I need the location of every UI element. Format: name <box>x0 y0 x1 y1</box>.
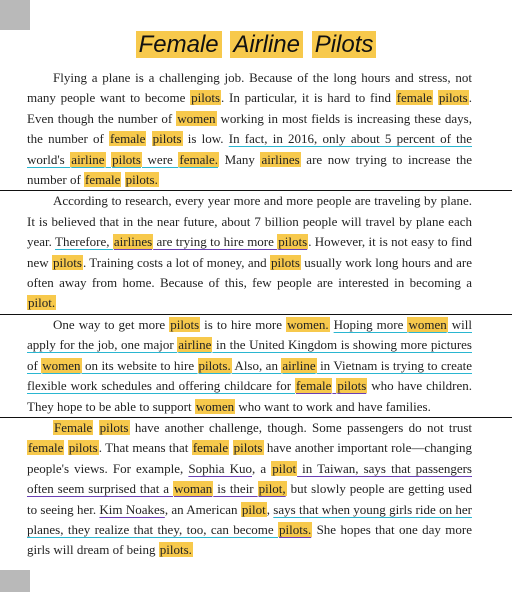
text-run: , a <box>252 460 272 476</box>
text-run: . Training costs a lot of money, and <box>82 254 271 270</box>
text-run <box>146 131 151 146</box>
highlighted-keyword: pilot <box>241 501 266 517</box>
highlighted-keyword: airline <box>178 337 212 353</box>
underlined-text: will apply for the job, one major <box>27 316 472 353</box>
title-word: Airline <box>230 31 303 58</box>
text-run: One way to get more <box>53 316 170 332</box>
highlighted-keyword: pilots <box>68 440 98 456</box>
highlighted-keyword: woman <box>174 481 213 497</box>
highlighted-keyword: pilot. <box>28 295 56 311</box>
underlined-text: are trying to hire more <box>153 234 278 250</box>
highlighted-keyword: pilots <box>233 440 263 456</box>
highlighted-keyword: pilots <box>99 419 129 435</box>
highlighted-keyword: pilots. <box>125 172 158 188</box>
text-run: According to research, every year more and more people are traveling by plane. It is believed that in the near future, about 7 billion people will travel by plane each year. <box>27 193 472 250</box>
underlined-text: Sophia Kuo <box>188 460 252 476</box>
highlighted-keyword: female <box>85 172 121 188</box>
paragraph-3 <box>0 314 512 417</box>
text-run <box>93 420 98 435</box>
highlighted-keyword: pilots <box>438 90 468 106</box>
text-run: . In particular, it is hard to find <box>221 90 396 106</box>
highlighted-keyword: female <box>192 440 229 456</box>
highlighted-keyword: pilots <box>152 131 182 147</box>
highlighted-keyword: airline <box>71 151 105 167</box>
text-run: is to hire more <box>200 316 287 332</box>
text-run: but slowly people are getting used to seeing her. <box>27 481 472 517</box>
text-run: , an American <box>164 501 241 517</box>
title-container <box>0 30 512 60</box>
highlighted-keyword: women <box>177 110 216 126</box>
text-run: usually work long hours and are often away from home. Because of this, few people are interested in becoming a <box>27 254 472 291</box>
highlighted-keyword: pilot <box>272 460 297 476</box>
corner-marker-top <box>0 0 30 30</box>
underlined-text: on its website to hire <box>81 357 198 373</box>
highlighted-keyword: female <box>110 131 146 147</box>
highlighted-keyword: female. <box>179 151 218 167</box>
highlighted-keyword: pilots. <box>279 521 312 537</box>
highlighted-keyword: airline <box>282 357 316 373</box>
text-run: working in most fields is increasing these days, the number of <box>27 110 472 147</box>
highlighted-keyword: airlines <box>261 151 300 167</box>
highlighted-keyword: pilots. <box>159 542 192 558</box>
paragraph-4 <box>0 417 512 561</box>
highlighted-keyword: pilots <box>337 378 367 394</box>
highlighted-keyword: pilots. <box>198 357 231 373</box>
text-run: Flying a plane is a challenging job. Because of the long hours and stress, not many people want to become <box>27 70 472 106</box>
highlighted-keyword: pilots <box>191 90 221 106</box>
text-run: . However, it is not easy to find new <box>27 234 472 270</box>
highlighted-keyword: women <box>408 316 447 332</box>
underlined-text: In fact, in 2016, only about 5 percent of the world's <box>27 131 472 167</box>
highlighted-keyword: women <box>195 398 235 414</box>
text-run: . Even though the number of <box>27 90 472 126</box>
underlined-text: Kim Noakes <box>99 501 165 517</box>
underlined-text: were <box>141 151 179 167</box>
highlighted-keyword: pilots <box>278 234 308 250</box>
highlighted-keyword: pilot, <box>258 481 286 497</box>
underlined-text: says that when young girls ride on her planes, they realize that they, too, can become <box>27 501 472 537</box>
text-run: have another challenge, though. Some passengers do not trust <box>129 419 472 435</box>
highlighted-keyword: Female <box>54 419 93 435</box>
highlighted-keyword: women <box>42 357 81 373</box>
text-run: who have children. They hope to be able to support <box>27 378 472 414</box>
paragraph-2 <box>0 190 512 313</box>
title-word: Female <box>136 31 222 58</box>
article-body <box>27 68 472 561</box>
highlighted-keyword: airlines <box>113 234 153 250</box>
title-word: Pilots <box>312 31 377 58</box>
highlighted-keyword: female <box>396 90 433 106</box>
text-run: . That means that <box>98 440 192 456</box>
underlined-text: is their <box>213 481 258 497</box>
highlighted-keyword: female <box>28 440 64 456</box>
underlined-text: in the United Kingdom is showing more pictures of <box>27 337 472 373</box>
text-run: She hopes that one day more girls will dream of being <box>27 521 472 558</box>
text-run: are now trying to increase the number of <box>27 151 472 188</box>
highlighted-keyword: pilots <box>112 151 141 167</box>
text-run: is low. <box>182 131 229 147</box>
text-run: have another important role—changing people's views. For example, <box>27 440 473 476</box>
paragraph-1 <box>27 68 472 190</box>
highlighted-keyword: female <box>296 378 332 394</box>
page-title <box>135 30 378 60</box>
underlined-text: Hoping more <box>333 316 408 332</box>
highlighted-keyword: pilots <box>53 254 82 270</box>
text-run: Many <box>219 151 261 167</box>
underlined-text: Also, an <box>231 357 282 373</box>
underlined-text: in Vietnam is trying to create flexible work schedules and offering childcare for <box>27 357 472 394</box>
highlighted-keyword: women. <box>287 316 329 332</box>
text-run: , <box>266 501 274 517</box>
highlighted-keyword: pilots <box>170 316 200 332</box>
text-run: who want to work and have families. <box>235 398 431 414</box>
highlighted-keyword: pilots <box>271 254 300 270</box>
underlined-text: in Taiwan, says that passengers often seem surprised that a <box>27 460 472 497</box>
underlined-text: Therefore, <box>55 234 113 250</box>
corner-marker-bottom <box>0 570 30 592</box>
